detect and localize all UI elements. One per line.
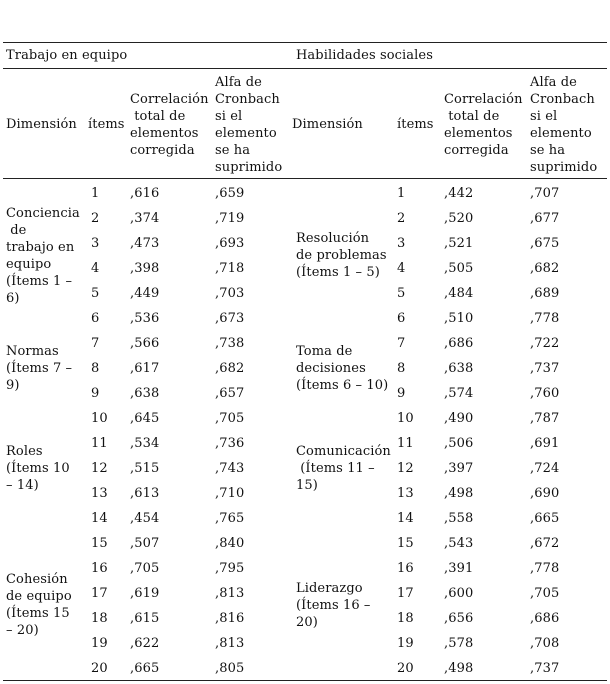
header-alpha-right bbox=[530, 74, 597, 176]
dimension-line: Resolución bbox=[296, 231, 370, 246]
header-alpha-line: se ha bbox=[215, 143, 251, 158]
header-alpha-line: suprimido bbox=[530, 160, 598, 175]
table-cell-l-corr: ,622 bbox=[130, 636, 160, 651]
table-cell-r-corr: ,498 bbox=[444, 661, 474, 676]
header-correlation-line: elementos bbox=[444, 126, 513, 141]
table-cell-r-corr: ,521 bbox=[444, 236, 474, 251]
table-cell-l-corr: ,613 bbox=[130, 486, 160, 501]
header-rule bbox=[3, 178, 607, 179]
table-cell-l-item: 15 bbox=[91, 536, 108, 551]
table-cell-r-alpha: ,760 bbox=[530, 386, 560, 401]
table-cell-l-item: 16 bbox=[91, 561, 108, 576]
table-cell-l-item: 7 bbox=[91, 336, 100, 351]
table-cell-l-corr: ,536 bbox=[130, 311, 160, 326]
top-rule bbox=[3, 42, 607, 43]
table-cell-r-item: 20 bbox=[397, 661, 414, 676]
table-cell-r-item: 11 bbox=[397, 436, 414, 451]
group-rule bbox=[3, 68, 607, 69]
table-cell-r-item: 7 bbox=[397, 336, 406, 351]
dimension-line: Normas bbox=[6, 344, 59, 359]
dimension-line: Roles bbox=[6, 444, 43, 459]
table-cell-l-corr: ,638 bbox=[130, 386, 160, 401]
table-cell-r-alpha: ,707 bbox=[530, 186, 560, 201]
table-cell-r-corr: ,490 bbox=[444, 411, 474, 426]
header-correlation-line: elementos bbox=[130, 126, 199, 141]
table-cell-r-alpha: ,689 bbox=[530, 286, 560, 301]
header-correlation-line: corregida bbox=[130, 143, 195, 158]
dimension-label-comunicacion bbox=[296, 443, 391, 494]
header-alpha-line: Alfa de bbox=[215, 75, 262, 90]
table-cell-r-alpha: ,691 bbox=[530, 436, 560, 451]
table-cell-r-corr: ,574 bbox=[444, 386, 474, 401]
group-title-teamwork: Trabajo en equipo bbox=[6, 48, 128, 63]
table-cell-l-item: 19 bbox=[91, 636, 108, 651]
table-cell-l-item: 5 bbox=[91, 286, 100, 301]
dimension-label-roles bbox=[6, 443, 70, 494]
header-correlation-line: total de bbox=[130, 109, 186, 124]
table-cell-r-item: 9 bbox=[397, 386, 406, 401]
header-dimension-left: Dimensión bbox=[6, 117, 77, 132]
dimension-line: (Ítems 16 – bbox=[296, 598, 371, 613]
table-cell-l-corr: ,616 bbox=[130, 186, 160, 201]
dimension-line: 9) bbox=[6, 378, 20, 393]
dimension-line: 20) bbox=[296, 615, 318, 630]
table-cell-r-alpha: ,690 bbox=[530, 486, 560, 501]
dimension-label-conciencia bbox=[6, 205, 80, 307]
table-cell-l-item: 8 bbox=[91, 361, 100, 376]
dimension-line: Conciencia bbox=[6, 206, 80, 221]
table-cell-r-alpha: ,677 bbox=[530, 211, 560, 226]
header-alpha-line: si el bbox=[215, 109, 243, 124]
header-items-left: ítems bbox=[88, 117, 125, 132]
table-cell-r-alpha: ,737 bbox=[530, 361, 560, 376]
table-cell-r-corr: ,600 bbox=[444, 586, 474, 601]
table-cell-r-corr: ,656 bbox=[444, 611, 474, 626]
header-correlation-left bbox=[130, 91, 209, 159]
dimension-line: (Ítems 11 – bbox=[296, 461, 375, 476]
table-cell-r-alpha: ,708 bbox=[530, 636, 560, 651]
table-cell-l-alpha: ,703 bbox=[215, 286, 245, 301]
dimension-line: (Ítems 10 bbox=[6, 461, 70, 476]
table-cell-l-corr: ,665 bbox=[130, 661, 160, 676]
table-cell-l-alpha: ,719 bbox=[215, 211, 245, 226]
dimension-line: Toma de bbox=[296, 344, 353, 359]
table-cell-l-item: 1 bbox=[91, 186, 100, 201]
table-cell-l-alpha: ,813 bbox=[215, 586, 245, 601]
table-cell-r-corr: ,558 bbox=[444, 511, 474, 526]
table-cell-l-item: 4 bbox=[91, 261, 100, 276]
table-cell-l-corr: ,374 bbox=[130, 211, 160, 226]
table-cell-l-corr: ,617 bbox=[130, 361, 160, 376]
header-alpha-line: si el bbox=[530, 109, 558, 124]
dimension-line: Comunicación bbox=[296, 444, 391, 459]
table-cell-l-alpha: ,705 bbox=[215, 411, 245, 426]
table-cell-l-item: 18 bbox=[91, 611, 108, 626]
dimension-line: Liderazgo bbox=[296, 581, 363, 596]
group-title-social-skills: Habilidades sociales bbox=[296, 48, 433, 63]
dimension-line: 15) bbox=[296, 478, 318, 493]
table-cell-l-alpha: ,657 bbox=[215, 386, 245, 401]
header-alpha-line: Cronbach bbox=[530, 92, 595, 107]
dimension-line: (Ítems 15 bbox=[6, 606, 70, 621]
table-cell-l-item: 2 bbox=[91, 211, 100, 226]
table-cell-r-alpha: ,705 bbox=[530, 586, 560, 601]
dimension-line: (Ítems 1 – 5) bbox=[296, 265, 380, 280]
table-cell-l-corr: ,645 bbox=[130, 411, 160, 426]
dimension-line: de bbox=[6, 223, 27, 238]
table-cell-r-corr: ,498 bbox=[444, 486, 474, 501]
table-cell-l-alpha: ,840 bbox=[215, 536, 245, 551]
bottom-rule bbox=[3, 680, 607, 681]
header-alpha-left bbox=[215, 74, 282, 176]
table-cell-r-item: 10 bbox=[397, 411, 414, 426]
table-cell-r-corr: ,397 bbox=[444, 461, 474, 476]
header-alpha-line: suprimido bbox=[215, 160, 283, 175]
table-cell-r-item: 5 bbox=[397, 286, 406, 301]
header-correlation-right bbox=[444, 91, 523, 159]
table-cell-r-corr: ,510 bbox=[444, 311, 474, 326]
table-cell-r-corr: ,686 bbox=[444, 336, 474, 351]
header-alpha-line: Alfa de bbox=[530, 75, 577, 90]
table-cell-l-corr: ,566 bbox=[130, 336, 160, 351]
table-cell-r-alpha: ,737 bbox=[530, 661, 560, 676]
table-cell-l-item: 6 bbox=[91, 311, 100, 326]
table-cell-r-corr: ,484 bbox=[444, 286, 474, 301]
dimension-line: equipo bbox=[6, 257, 52, 272]
dimension-label-toma-decisiones bbox=[296, 343, 388, 394]
dimension-label-normas bbox=[6, 343, 72, 394]
table-cell-r-alpha: ,778 bbox=[530, 561, 560, 576]
table-cell-r-item: 16 bbox=[397, 561, 414, 576]
table-cell-l-alpha: ,765 bbox=[215, 511, 245, 526]
table-cell-l-item: 9 bbox=[91, 386, 100, 401]
table-cell-r-item: 3 bbox=[397, 236, 406, 251]
table-cell-r-item: 12 bbox=[397, 461, 414, 476]
header-alpha-line: elemento bbox=[215, 126, 277, 141]
table-cell-l-alpha: ,816 bbox=[215, 611, 245, 626]
header-correlation-line: Correlación bbox=[130, 92, 209, 107]
table-cell-l-item: 12 bbox=[91, 461, 108, 476]
dimension-label-cohesion bbox=[6, 571, 72, 639]
table-cell-l-corr: ,705 bbox=[130, 561, 160, 576]
table-cell-l-alpha: ,736 bbox=[215, 436, 245, 451]
dimension-label-resolucion bbox=[296, 230, 387, 281]
header-alpha-line: elemento bbox=[530, 126, 592, 141]
table-cell-l-corr: ,515 bbox=[130, 461, 160, 476]
table-cell-r-item: 4 bbox=[397, 261, 406, 276]
dimension-line: 6) bbox=[6, 291, 20, 306]
dimension-line: de equipo bbox=[6, 589, 72, 604]
table-cell-r-alpha: ,686 bbox=[530, 611, 560, 626]
table-cell-r-item: 17 bbox=[397, 586, 414, 601]
header-alpha-line: Cronbach bbox=[215, 92, 280, 107]
table-cell-r-item: 14 bbox=[397, 511, 414, 526]
table-cell-r-corr: ,520 bbox=[444, 211, 474, 226]
table-cell-r-alpha: ,665 bbox=[530, 511, 560, 526]
table-cell-r-item: 18 bbox=[397, 611, 414, 626]
table-cell-r-alpha: ,724 bbox=[530, 461, 560, 476]
table-cell-l-alpha: ,738 bbox=[215, 336, 245, 351]
table-cell-l-corr: ,619 bbox=[130, 586, 160, 601]
table-cell-r-item: 19 bbox=[397, 636, 414, 651]
table-cell-l-corr: ,454 bbox=[130, 511, 160, 526]
table-cell-l-item: 10 bbox=[91, 411, 108, 426]
table-cell-r-item: 2 bbox=[397, 211, 406, 226]
dimension-line: (Ítems 7 – bbox=[6, 361, 73, 376]
dimension-label-liderazgo bbox=[296, 580, 371, 631]
table-cell-r-item: 6 bbox=[397, 311, 406, 326]
dimension-line: – 14) bbox=[6, 478, 39, 493]
table-cell-l-corr: ,398 bbox=[130, 261, 160, 276]
table-cell-r-item: 15 bbox=[397, 536, 414, 551]
table-cell-l-corr: ,615 bbox=[130, 611, 160, 626]
table-cell-l-alpha: ,805 bbox=[215, 661, 245, 676]
table-cell-r-corr: ,638 bbox=[444, 361, 474, 376]
table-cell-l-alpha: ,718 bbox=[215, 261, 245, 276]
table-cell-l-item: 14 bbox=[91, 511, 108, 526]
table-cell-l-item: 17 bbox=[91, 586, 108, 601]
table-cell-r-item: 1 bbox=[397, 186, 406, 201]
table-cell-r-item: 13 bbox=[397, 486, 414, 501]
header-dimension-right: Dimensión bbox=[292, 117, 363, 132]
header-correlation-line: Correlación bbox=[444, 92, 523, 107]
table-cell-r-alpha: ,778 bbox=[530, 311, 560, 326]
table-cell-l-alpha: ,795 bbox=[215, 561, 245, 576]
table-cell-r-corr: ,506 bbox=[444, 436, 474, 451]
table-cell-l-alpha: ,743 bbox=[215, 461, 245, 476]
dimension-line: decisiones bbox=[296, 361, 366, 376]
table-cell-r-corr: ,505 bbox=[444, 261, 474, 276]
dimension-line: de problemas bbox=[296, 248, 387, 263]
table-cell-l-item: 20 bbox=[91, 661, 108, 676]
table-cell-r-alpha: ,787 bbox=[530, 411, 560, 426]
table-cell-l-alpha: ,682 bbox=[215, 361, 245, 376]
header-items-right: ítems bbox=[397, 117, 434, 132]
table-cell-l-alpha: ,673 bbox=[215, 311, 245, 326]
table-cell-r-corr: ,543 bbox=[444, 536, 474, 551]
table-cell-l-item: 11 bbox=[91, 436, 108, 451]
table-cell-r-corr: ,442 bbox=[444, 186, 474, 201]
table-cell-l-corr: ,534 bbox=[130, 436, 160, 451]
table-cell-r-alpha: ,675 bbox=[530, 236, 560, 251]
header-alpha-line: se ha bbox=[530, 143, 566, 158]
table-cell-l-alpha: ,710 bbox=[215, 486, 245, 501]
table-cell-l-corr: ,507 bbox=[130, 536, 160, 551]
table-cell-r-alpha: ,672 bbox=[530, 536, 560, 551]
table-cell-l-alpha: ,693 bbox=[215, 236, 245, 251]
dimension-line: trabajo en bbox=[6, 240, 75, 255]
dimension-line: (Ítems 1 – bbox=[6, 274, 73, 289]
table-cell-l-alpha: ,659 bbox=[215, 186, 245, 201]
header-correlation-line: corregida bbox=[444, 143, 509, 158]
table-cell-r-alpha: ,682 bbox=[530, 261, 560, 276]
header-correlation-line: total de bbox=[444, 109, 500, 124]
dimension-line: Cohesión bbox=[6, 572, 68, 587]
table-cell-l-corr: ,449 bbox=[130, 286, 160, 301]
dimension-line: (Ítems 6 – 10) bbox=[296, 378, 389, 393]
table-cell-r-corr: ,578 bbox=[444, 636, 474, 651]
dimension-line: – 20) bbox=[6, 623, 39, 638]
table-cell-l-corr: ,473 bbox=[130, 236, 160, 251]
table-cell-l-item: 3 bbox=[91, 236, 100, 251]
table-cell-r-alpha: ,722 bbox=[530, 336, 560, 351]
table-cell-l-item: 13 bbox=[91, 486, 108, 501]
table-cell-r-corr: ,391 bbox=[444, 561, 474, 576]
table-cell-l-alpha: ,813 bbox=[215, 636, 245, 651]
table-cell-r-item: 8 bbox=[397, 361, 406, 376]
